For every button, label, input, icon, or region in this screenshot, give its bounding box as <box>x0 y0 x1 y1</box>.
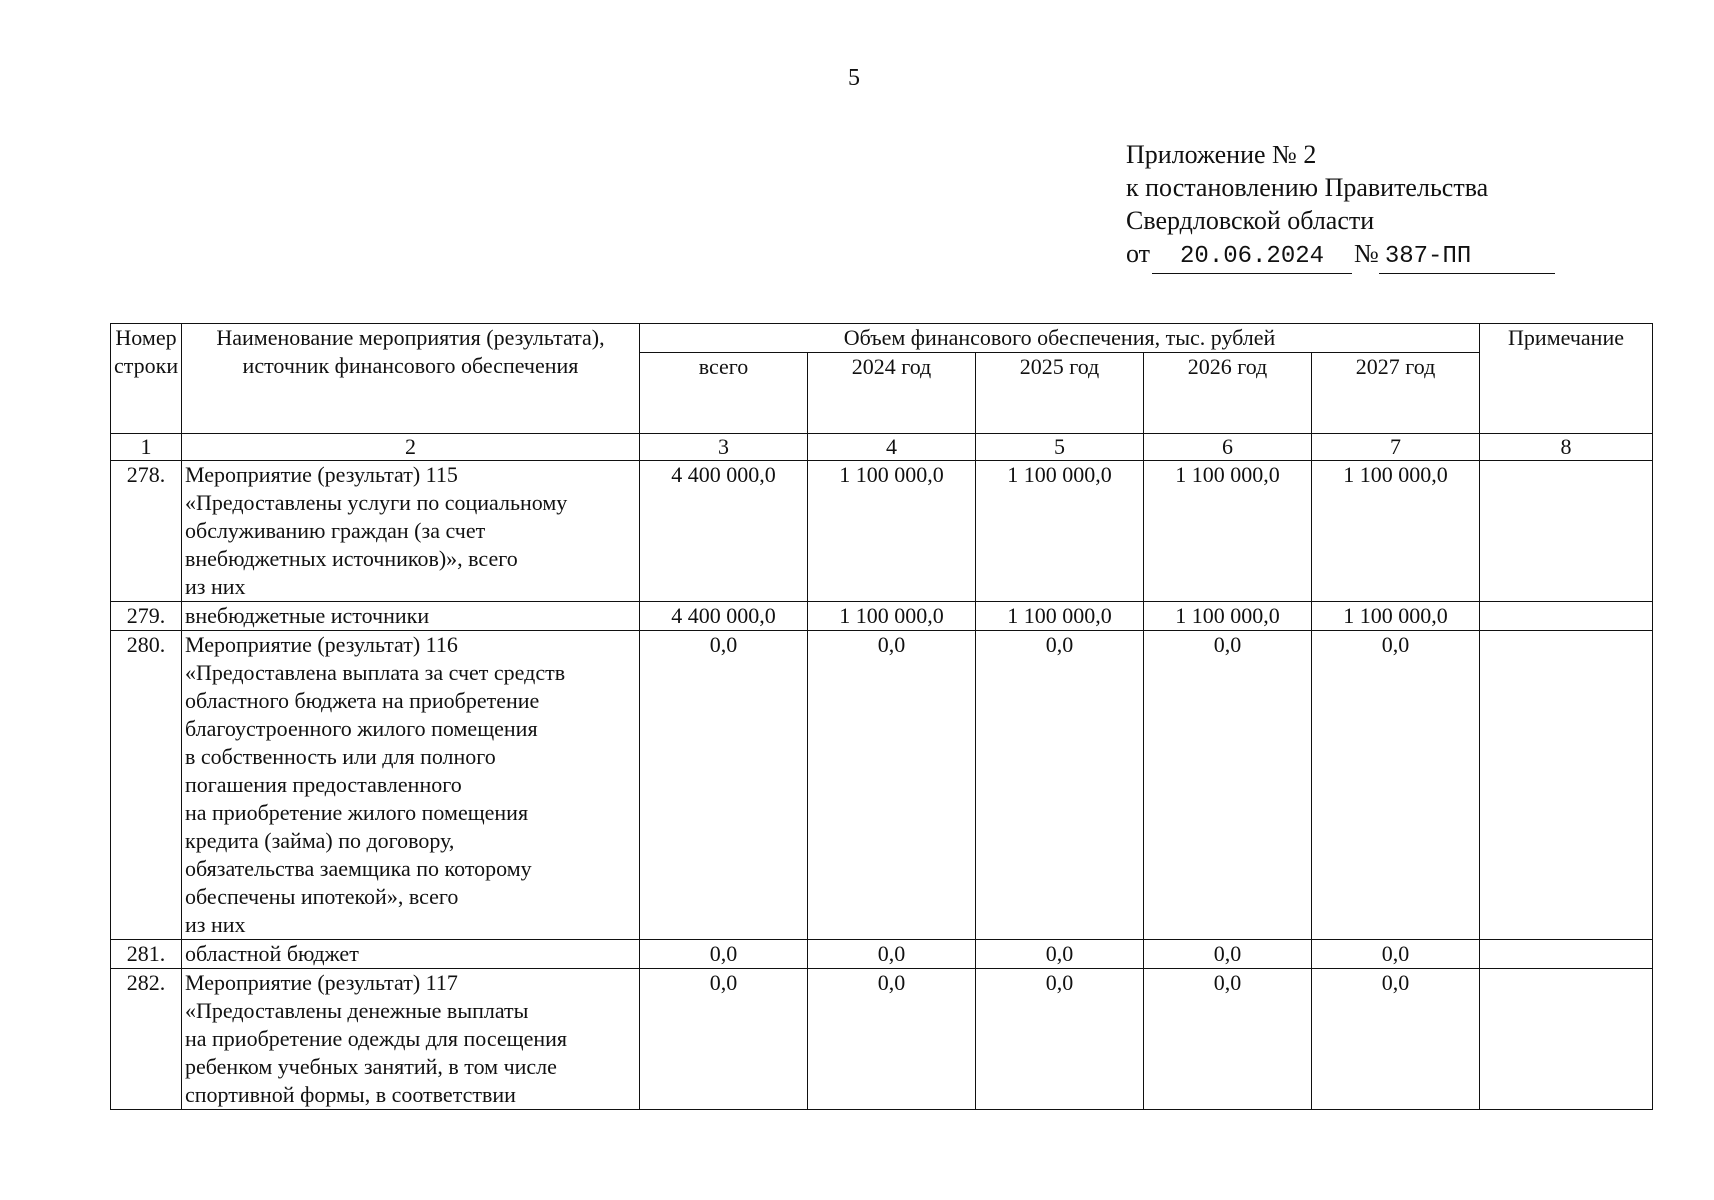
header-2025: 2025 год <box>976 353 1144 434</box>
column-index: 7 <box>1312 434 1480 461</box>
row-total: 0,0 <box>640 969 808 1110</box>
table-row <box>111 602 1653 631</box>
row-2025: 0,0 <box>976 631 1144 940</box>
header-row-num: Номер строки <box>111 324 182 434</box>
header-2026: 2026 год <box>1144 353 1312 434</box>
date-prefix: от <box>1126 239 1151 268</box>
row-name: Мероприятие (результат) 117 «Предоставлены денежные выплаты на приобретение одежды для посещения ребенком учебных занятий, в том числе спортивной формы, в соответствии <box>182 969 640 1110</box>
table-row <box>111 940 1653 969</box>
row-number: 279. <box>111 602 182 631</box>
column-index: 4 <box>808 434 976 461</box>
table-row <box>111 461 1653 602</box>
row-name: Мероприятие (результат) 115 «Предоставлены услуги по социальному обслуживанию граждан (за счет внебюджетных источников)», всего из них <box>182 461 640 602</box>
column-index-row <box>111 434 1653 461</box>
row-2024: 0,0 <box>808 631 976 940</box>
row-2024: 1 100 000,0 <box>808 461 976 602</box>
row-2025: 0,0 <box>976 969 1144 1110</box>
row-2024: 0,0 <box>808 969 976 1110</box>
column-index: 8 <box>1480 434 1653 461</box>
row-total: 4 400 000,0 <box>640 461 808 602</box>
row-2027: 1 100 000,0 <box>1312 461 1480 602</box>
header-name: Наименование мероприятия (результата), источник финансового обеспечения <box>182 324 640 434</box>
appendix-resolution-line: к постановлению Правительства <box>1126 173 1489 202</box>
row-2027: 1 100 000,0 <box>1312 602 1480 631</box>
page-number: 5 <box>848 65 860 91</box>
row-note <box>1480 940 1653 969</box>
header-2027: 2027 год <box>1312 353 1480 434</box>
row-2025: 1 100 000,0 <box>976 461 1144 602</box>
resolution-date: 20.06.2024 <box>1152 240 1352 274</box>
table-header-row <box>111 324 1653 353</box>
column-index: 1 <box>111 434 182 461</box>
header-funding-group: Объем финансового обеспечения, тыс. рублей <box>640 324 1480 353</box>
row-name: внебюджетные источники <box>182 602 640 631</box>
row-2024: 0,0 <box>808 940 976 969</box>
row-2025: 1 100 000,0 <box>976 602 1144 631</box>
row-2024: 1 100 000,0 <box>808 602 976 631</box>
row-2027: 0,0 <box>1312 940 1480 969</box>
row-note <box>1480 969 1653 1110</box>
row-2026: 0,0 <box>1144 631 1312 940</box>
funding-table <box>110 323 1653 1110</box>
row-2025: 0,0 <box>976 940 1144 969</box>
row-name: областной бюджет <box>182 940 640 969</box>
row-total: 0,0 <box>640 631 808 940</box>
row-total: 0,0 <box>640 940 808 969</box>
header-total: всего <box>640 353 808 434</box>
row-note <box>1480 631 1653 940</box>
row-2026: 1 100 000,0 <box>1144 602 1312 631</box>
number-prefix: № <box>1354 239 1379 268</box>
appendix-date-line <box>1126 237 1555 274</box>
appendix-region-line: Свердловской области <box>1126 206 1375 235</box>
row-2027: 0,0 <box>1312 631 1480 940</box>
table-row <box>111 969 1653 1110</box>
column-index: 3 <box>640 434 808 461</box>
row-number: 280. <box>111 631 182 940</box>
row-2026: 0,0 <box>1144 940 1312 969</box>
table-row <box>111 631 1653 940</box>
row-name: Мероприятие (результат) 116 «Предоставлена выплата за счет средств областного бюджета на приобретение благоустроенного жилого помещения в собственность или для полного погашения предоставленного на приобретение жилого помещения кредита (займа) по договору, обязательства заемщика по которому обеспечены ипотекой», всего из них <box>182 631 640 940</box>
appendix-header <box>1126 138 1555 274</box>
row-2026: 0,0 <box>1144 969 1312 1110</box>
resolution-number: 387-ПП <box>1379 240 1555 274</box>
column-index: 6 <box>1144 434 1312 461</box>
row-number: 281. <box>111 940 182 969</box>
row-total: 4 400 000,0 <box>640 602 808 631</box>
column-index: 5 <box>976 434 1144 461</box>
header-note: Примечание <box>1480 324 1653 434</box>
appendix-title: Приложение № 2 <box>1126 140 1317 169</box>
row-note <box>1480 461 1653 602</box>
column-index: 2 <box>182 434 640 461</box>
row-note <box>1480 602 1653 631</box>
row-number: 278. <box>111 461 182 602</box>
row-2026: 1 100 000,0 <box>1144 461 1312 602</box>
row-number: 282. <box>111 969 182 1110</box>
header-2024: 2024 год <box>808 353 976 434</box>
row-2027: 0,0 <box>1312 969 1480 1110</box>
